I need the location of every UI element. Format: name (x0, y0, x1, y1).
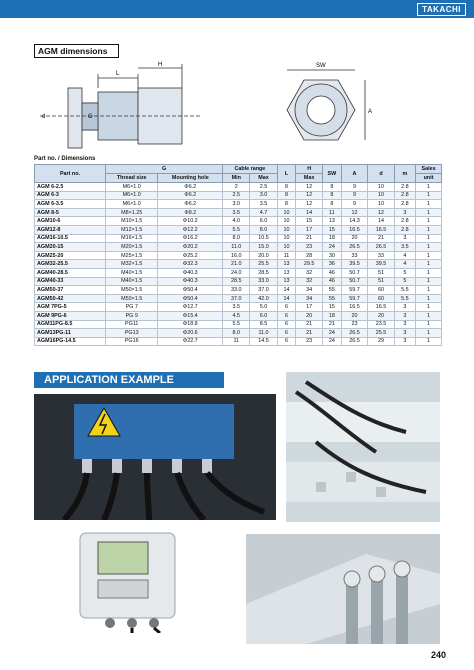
table-cell: 1 (416, 286, 442, 295)
table-cell: 59.7 (341, 286, 368, 295)
table-cell: 1 (416, 225, 442, 234)
table-cell: 13 (277, 268, 296, 277)
table-row (35, 277, 442, 286)
table-row (35, 251, 442, 260)
table-cell: AGM40-28.5 (35, 268, 106, 277)
table-cell: 20.0 (250, 251, 277, 260)
table-cell: 11.0 (250, 329, 277, 338)
table-cell: 23.5 (368, 320, 395, 329)
table-cell: 1 (416, 329, 442, 338)
table-cell: 4 (394, 251, 415, 260)
table-cell: 2.8 (394, 217, 415, 226)
table-cell: 51 (368, 277, 395, 286)
table-cell: 6 (277, 320, 296, 329)
table-cell: M50×1.5 (106, 286, 158, 295)
table-cell: 10 (277, 234, 296, 243)
gland-side-view (40, 64, 200, 148)
table-cell: 1 (416, 251, 442, 260)
table-cell: 17 (296, 303, 323, 312)
table-cell: 2.8 (394, 200, 415, 209)
table-cell: Φ12.2 (158, 225, 223, 234)
table-cell: 8.0 (223, 234, 250, 243)
table-cell: 12 (296, 183, 323, 192)
table-cell: 1 (416, 277, 442, 286)
col-H-max: Max (296, 174, 323, 183)
table-cell: AGM50-37 (35, 286, 106, 295)
col-sales-unit: unit (416, 174, 442, 183)
table-cell: 6 (277, 337, 296, 346)
table-cell: 15 (296, 217, 323, 226)
table-cell: 3 (394, 234, 415, 243)
table-cell: 9 (341, 191, 368, 200)
table-cell: 5 (394, 268, 415, 277)
table-cell: 18 (322, 234, 341, 243)
table-cell: 8.5 (250, 320, 277, 329)
table-cell: Φ8.2 (158, 208, 223, 217)
table-cell: 4.7 (250, 208, 277, 217)
table-cell: 16.5 (368, 225, 395, 234)
table-cell: PG 9 (106, 311, 158, 320)
table-cell: 8 (277, 200, 296, 209)
col-SW: SW (322, 165, 341, 183)
table-cell: 10 (277, 225, 296, 234)
table-cell: M6×1.0 (106, 183, 158, 192)
page-number: 240 (430, 650, 446, 660)
table-cell: 3.5 (223, 208, 250, 217)
table-cell: 1 (416, 294, 442, 303)
table-cell: Φ6.2 (158, 183, 223, 192)
table-row (35, 217, 442, 226)
table-cell: AGM50-42 (35, 294, 106, 303)
table-cell: 33.0 (223, 286, 250, 295)
table-cell: 20 (296, 311, 323, 320)
col-H: H (296, 165, 323, 174)
table-cell: 2 (223, 183, 250, 192)
table-row (35, 337, 442, 346)
table-cell: Φ50.4 (158, 286, 223, 295)
table-cell: 11 (322, 208, 341, 217)
table-cell: 12 (368, 208, 395, 217)
table-cell: 6.0 (250, 217, 277, 226)
table-cell: 25.5 (250, 260, 277, 269)
table-cell: 32 (296, 268, 323, 277)
table-cell: 23 (296, 337, 323, 346)
table-cell: 5.5 (394, 286, 415, 295)
table-cell: 1 (416, 183, 442, 192)
table-cell: 2.5 (223, 191, 250, 200)
table-cell: Φ12.7 (158, 303, 223, 312)
table-cell: 9 (341, 183, 368, 192)
table-cell: 1 (416, 200, 442, 209)
table-cell: 16.5 (341, 225, 368, 234)
table-cell: 1 (416, 208, 442, 217)
table-row (35, 243, 442, 252)
table-cell: 37.0 (250, 286, 277, 295)
table-cell: M12×1.5 (106, 225, 158, 234)
table-cell: PG11 (106, 320, 158, 329)
table-cell: 21 (368, 234, 395, 243)
table-cell: 1 (416, 217, 442, 226)
table-cell: 34 (296, 294, 323, 303)
table-cell: 20 (368, 311, 395, 320)
table-cell: 4 (394, 260, 415, 269)
table-cell: PG13 (106, 329, 158, 338)
table-cell: Φ25.2 (158, 251, 223, 260)
table-cell: 14 (277, 286, 296, 295)
table-cell: 37.0 (223, 294, 250, 303)
table-cell: M20×1.5 (106, 243, 158, 252)
table-cell: AGM 8-5 (35, 208, 106, 217)
col-cable: Cable range (223, 165, 277, 174)
table-cell: Φ22.7 (158, 337, 223, 346)
table-cell: 39.5 (341, 260, 368, 269)
photo-transmitter (60, 528, 210, 633)
col-min: Min (223, 174, 250, 183)
label-L: L (116, 71, 120, 77)
table-row (35, 303, 442, 312)
table-cell: M8×1.25 (106, 208, 158, 217)
col-max: Max (250, 174, 277, 183)
table-cell: 24 (322, 329, 341, 338)
table-cell: 33 (368, 251, 395, 260)
col-m: m (394, 165, 415, 183)
table-cell: 26.5 (368, 243, 395, 252)
table-cell: 29 (368, 337, 395, 346)
table-cell: Φ10.2 (158, 217, 223, 226)
table-cell: 3 (394, 337, 415, 346)
table-cell: 15.0 (250, 243, 277, 252)
table-cell: 28.5 (250, 268, 277, 277)
table-row (35, 234, 442, 243)
label-H: H (158, 62, 163, 68)
table-cell: AGM32-25.5 (35, 260, 106, 269)
table-cell: 9 (341, 200, 368, 209)
dimension-drawing (40, 58, 440, 153)
table-row (35, 268, 442, 277)
table-cell: AGM20-15 (35, 243, 106, 252)
label-SW: SW (316, 63, 326, 69)
table-cell: M6×1.0 (106, 191, 158, 200)
table-cell: 10 (277, 208, 296, 217)
table-cell: 10 (368, 200, 395, 209)
table-cell: AGM11PG-8.5 (35, 320, 106, 329)
table-cell: 15 (322, 225, 341, 234)
table-cell: 14.5 (250, 337, 277, 346)
table-cell: M40×1.5 (106, 268, 158, 277)
label-d: d (42, 114, 46, 120)
table-cell: AGM13PG-11 (35, 329, 106, 338)
table-cell: 3.5 (394, 243, 415, 252)
table-cell: Φ6.2 (158, 191, 223, 200)
table-cell: 14 (277, 294, 296, 303)
table-cell: 3 (394, 303, 415, 312)
table-cell: 2.8 (394, 225, 415, 234)
table-cell: 5.5 (223, 320, 250, 329)
table-cell: 2.8 (394, 183, 415, 192)
table-cell: 1 (416, 337, 442, 346)
table-cell: 16.5 (341, 303, 368, 312)
table-cell: AGM 9PG-6 (35, 311, 106, 320)
col-mount: Mounting hole (158, 174, 223, 183)
table-cell: 24 (322, 337, 341, 346)
table-cell: 3.0 (223, 200, 250, 209)
section-title: AGM dimensions (34, 44, 119, 58)
table-cell: 26.5 (341, 329, 368, 338)
table-cell: 28.5 (223, 277, 250, 286)
col-G: G (106, 165, 223, 174)
photo-terminal-box (34, 394, 276, 520)
table-cell: Φ6.2 (158, 200, 223, 209)
table-cell: 8.0 (223, 329, 250, 338)
table-cell: 24 (322, 243, 341, 252)
table-cell: AGM16-10.5 (35, 234, 106, 243)
photo-mounted-glands (246, 534, 440, 644)
label-A: A (368, 109, 373, 115)
table-cell: 23 (296, 243, 323, 252)
table-cell: 11 (277, 251, 296, 260)
table-cell: PG16 (106, 337, 158, 346)
table-cell: AGM 6-2.5 (35, 183, 106, 192)
table-cell: 6 (277, 329, 296, 338)
table-cell: AGM12-8 (35, 225, 106, 234)
table-cell: Φ16.2 (158, 234, 223, 243)
table-cell: 1 (416, 303, 442, 312)
table-cell: Φ20.2 (158, 243, 223, 252)
table-cell: 10 (368, 183, 395, 192)
table-cell: 1 (416, 320, 442, 329)
table-cell: 39.5 (368, 260, 395, 269)
table-cell: 8.0 (250, 225, 277, 234)
table-cell: 24.0 (223, 268, 250, 277)
table-row (35, 191, 442, 200)
table-cell: Φ18.8 (158, 320, 223, 329)
table-cell: AGM 7PG-5 (35, 303, 106, 312)
table-cell: AGM 6-3 (35, 191, 106, 200)
table-row (35, 286, 442, 295)
table-cell: M16×1.5 (106, 234, 158, 243)
table-cell: 14 (296, 208, 323, 217)
table-cell: 20 (341, 234, 368, 243)
label-G: G (88, 114, 93, 120)
table-cell: 8 (322, 200, 341, 209)
table-cell: 1 (416, 260, 442, 269)
table-cell: AGM16PG-14.5 (35, 337, 106, 346)
table-cell: 1 (416, 234, 442, 243)
table-row (35, 260, 442, 269)
table-cell: 16.0 (223, 251, 250, 260)
table-cell: M25×1.5 (106, 251, 158, 260)
table-cell: 8 (277, 191, 296, 200)
table-cell: 46 (322, 268, 341, 277)
table-cell: 13 (277, 260, 296, 269)
table-cell: 50.7 (341, 277, 368, 286)
table-cell: AGM25-20 (35, 251, 106, 260)
table-cell: 34 (296, 286, 323, 295)
table-cell: 3.5 (223, 303, 250, 312)
table-cell: 5.5 (223, 225, 250, 234)
table-cell: 6.0 (250, 311, 277, 320)
table-cell: 25.5 (368, 329, 395, 338)
table-cell: 8 (322, 183, 341, 192)
col-L: L (277, 165, 296, 183)
table-caption: Part no. / Dimensions (34, 156, 96, 162)
table-cell: 21 (322, 320, 341, 329)
col-part: Part no. (35, 165, 106, 183)
table-cell: M32×1.5 (106, 260, 158, 269)
table-row (35, 183, 442, 192)
table-cell: 10 (277, 217, 296, 226)
table-cell: 14 (368, 217, 395, 226)
table-cell: 11.0 (223, 243, 250, 252)
table-cell: 1 (416, 191, 442, 200)
table-cell: 4.5 (223, 311, 250, 320)
table-cell: 10.5 (250, 234, 277, 243)
table-cell: 2.8 (394, 191, 415, 200)
table-cell: 36 (322, 260, 341, 269)
col-d: d (368, 165, 395, 183)
table-cell: 3 (394, 329, 415, 338)
table-cell: 6 (277, 311, 296, 320)
table-cell: 5 (394, 277, 415, 286)
table-cell: 60 (368, 286, 395, 295)
dimensions-table (34, 164, 442, 346)
table-row (35, 329, 442, 338)
table-cell: AGM40-33 (35, 277, 106, 286)
table-cell: 10 (368, 191, 395, 200)
table-cell: 23 (341, 320, 368, 329)
table-cell: 3.0 (250, 191, 277, 200)
table-cell: Φ15.4 (158, 311, 223, 320)
table-cell: 11 (223, 337, 250, 346)
table-cell: 6 (277, 303, 296, 312)
col-thread: Thread size (106, 174, 158, 183)
table-row (35, 294, 442, 303)
table-cell: PG 7 (106, 303, 158, 312)
table-cell: 3.5 (250, 200, 277, 209)
table-cell: M40×1.5 (106, 277, 158, 286)
table-cell: 16.5 (368, 303, 395, 312)
table-cell: 21.0 (223, 260, 250, 269)
table-cell: 50.7 (341, 268, 368, 277)
table-cell: 12 (296, 200, 323, 209)
table-cell: Φ32.3 (158, 260, 223, 269)
table-cell: 46 (322, 277, 341, 286)
gland-end-view (287, 70, 365, 140)
table-cell: 33 (341, 251, 368, 260)
table-row (35, 225, 442, 234)
table-cell: Φ50.4 (158, 294, 223, 303)
table-cell: 26.5 (341, 337, 368, 346)
table-cell: 55 (322, 286, 341, 295)
photo-cable-tray (286, 372, 440, 522)
table-cell: 30 (322, 251, 341, 260)
table-cell: 13 (322, 217, 341, 226)
table-cell: 21 (296, 320, 323, 329)
table-cell: 15 (322, 303, 341, 312)
table-cell: 32 (296, 277, 323, 286)
table-cell: 42.0 (250, 294, 277, 303)
top-banner (0, 0, 474, 18)
table-cell: 12 (296, 191, 323, 200)
table-cell: AGM10-6 (35, 217, 106, 226)
table-body (35, 183, 442, 346)
table-cell: M10×1.5 (106, 217, 158, 226)
table-cell: 10 (277, 243, 296, 252)
table-cell: M6×1.0 (106, 200, 158, 209)
table-cell: M50×1.5 (106, 294, 158, 303)
table-cell: 2.5 (250, 183, 277, 192)
table-cell: 14.3 (341, 217, 368, 226)
table-cell: Φ20.6 (158, 329, 223, 338)
table-cell: 5.0 (250, 303, 277, 312)
table-cell: 1 (416, 311, 442, 320)
table-cell: Φ40.3 (158, 268, 223, 277)
table-cell: 3 (394, 320, 415, 329)
table-row (35, 311, 442, 320)
table-cell: 33.0 (250, 277, 277, 286)
table-cell: Φ40.3 (158, 277, 223, 286)
table-cell: 1 (416, 268, 442, 277)
col-A: A (341, 165, 368, 183)
table-row (35, 200, 442, 209)
col-sales: Sales (416, 165, 442, 174)
table-cell: 3 (394, 311, 415, 320)
table-cell: 28 (296, 251, 323, 260)
table-cell: 51 (368, 268, 395, 277)
brand-logo: TAKACHI (417, 3, 466, 16)
table-cell: 59.7 (341, 294, 368, 303)
table-cell: 13 (277, 277, 296, 286)
table-cell: 8 (322, 191, 341, 200)
table-cell: 8 (277, 183, 296, 192)
table-cell: 4.0 (223, 217, 250, 226)
table-cell: 17 (296, 225, 323, 234)
table-cell: 20 (341, 311, 368, 320)
table-cell: 18 (322, 311, 341, 320)
table-cell: 1 (416, 243, 442, 252)
table-cell: 3 (394, 208, 415, 217)
table-row (35, 320, 442, 329)
table-cell: 26.5 (341, 243, 368, 252)
table-cell: 55 (322, 294, 341, 303)
table-cell: AGM 6-3.5 (35, 200, 106, 209)
table-cell: 60 (368, 294, 395, 303)
table-cell: 21 (296, 329, 323, 338)
table-cell: 21 (296, 234, 323, 243)
table-cell: 12 (341, 208, 368, 217)
table-cell: 29.5 (296, 260, 323, 269)
table-row (35, 208, 442, 217)
application-title: APPLICATION EXAMPLE (34, 372, 224, 388)
table-cell: 5.5 (394, 294, 415, 303)
